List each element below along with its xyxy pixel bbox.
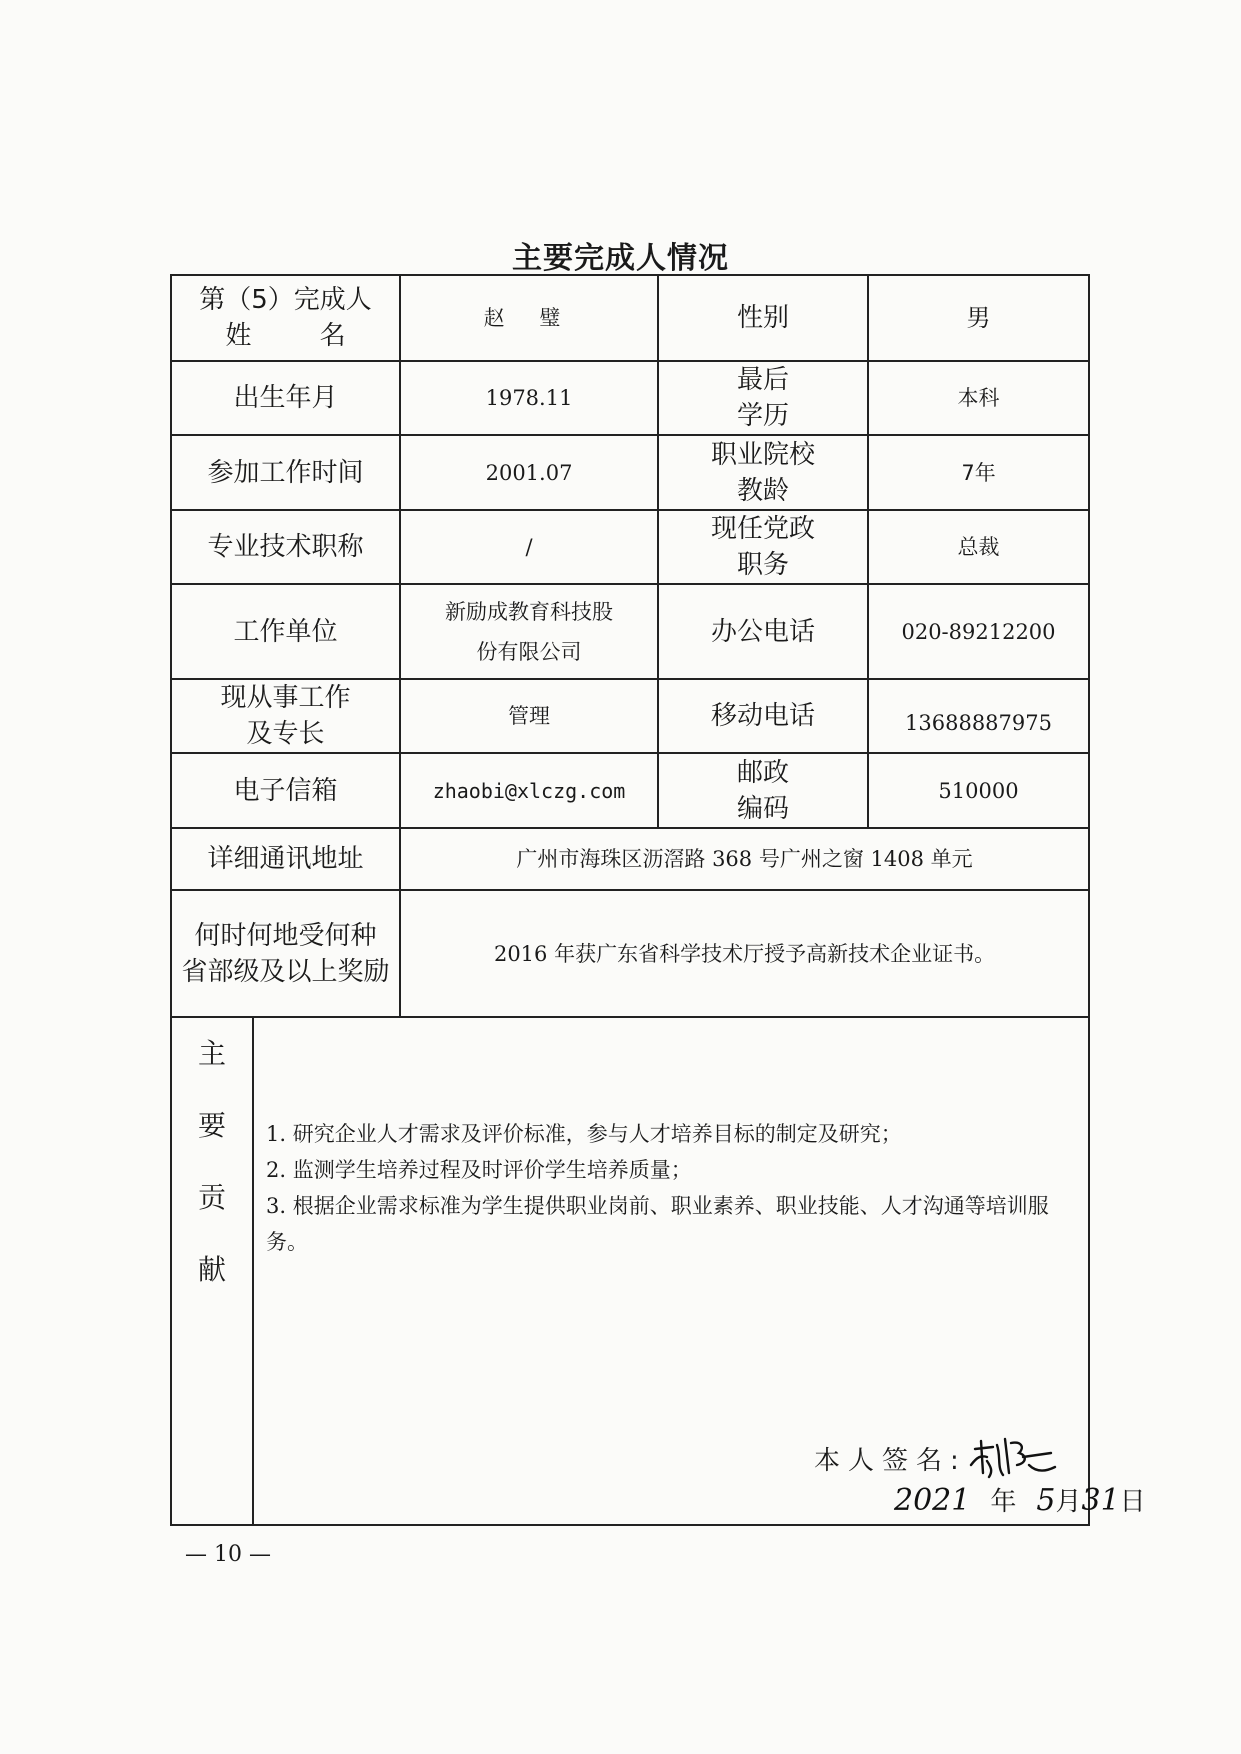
label-professional-title: 专业技术职称: [171, 510, 400, 584]
value-office-phone: 020-89212200: [868, 584, 1089, 679]
value-education: 本科: [868, 361, 1089, 435]
label-employer: 工作单位: [171, 584, 400, 679]
contribution-content: [253, 1017, 1146, 1525]
sign-date: [894, 1481, 1146, 1518]
value-current-post: 总裁: [868, 510, 1089, 584]
signature-label: 本人签名:: [814, 1446, 967, 1476]
value-gender: 男: [868, 275, 1089, 361]
label-teaching-years: 职业院校 教龄: [658, 435, 868, 510]
value-address: 广州市海珠区沥滘路 368 号广州之窗 1408 单元: [400, 828, 1089, 890]
label-address: 详细通讯地址: [171, 828, 400, 890]
date-month: 5: [1036, 1483, 1056, 1518]
value-mobile-phone: 13688887975: [868, 679, 1089, 753]
value-email: zhaobi@xlczg.com: [400, 753, 658, 828]
row-expertise: [171, 679, 1089, 753]
contribution-item: 1. 研究企业人才需求及评价标准，参与人才培养目标的制定及研究；: [266, 1122, 902, 1146]
label-contribution: 主 要 贡 献: [171, 1017, 253, 1525]
value-postcode: 510000: [868, 753, 1089, 828]
label-email: 电子信箱: [171, 753, 400, 828]
contribution-item: 3. 根据企业需求标准为学生提供职业岗前、职业素养、职业技能、人才沟通等培训服务。: [266, 1194, 1049, 1254]
handwritten-signature: [967, 1427, 1059, 1483]
label-current-post: 现任党政 职务: [658, 510, 868, 584]
date-year-label: 年: [990, 1487, 1017, 1517]
value-birth: 1978.11: [400, 361, 658, 435]
row-birth: [171, 361, 1089, 435]
value-teaching-years: 7年: [868, 435, 1089, 510]
row-work-start: [171, 435, 1089, 510]
label-completer-name: 第（5）完成人 姓 名: [171, 275, 400, 361]
page-number: — 10 —: [185, 1542, 271, 1567]
row-contribution: [171, 1017, 1089, 1525]
row-name: [171, 275, 1089, 361]
date-year: 2021: [894, 1483, 971, 1518]
row-awards: [171, 890, 1089, 1017]
value-employer: 新励成教育科技股 份有限公司: [400, 584, 658, 679]
label-awards: 何时何地受何种 省部级及以上奖励: [171, 890, 400, 1017]
label-work-start: 参加工作时间: [171, 435, 400, 510]
label-expertise: 现从事工作 及专长: [171, 679, 400, 753]
value-name: 赵 璧: [400, 275, 658, 361]
contribution-item: 2. 监测学生培养过程及时评价学生培养质量；: [266, 1158, 692, 1182]
label-postcode: 邮政 编码: [658, 753, 868, 828]
label-office-phone: 办公电话: [658, 584, 868, 679]
completer-info-table: [170, 274, 1146, 1526]
label-birth: 出生年月: [171, 361, 400, 435]
label-gender: 性别: [658, 275, 868, 361]
row-title: [171, 510, 1089, 584]
value-expertise: 管理: [400, 679, 658, 753]
value-work-start: 2001.07: [400, 435, 658, 510]
label-mobile-phone: 移动电话: [658, 679, 868, 753]
row-email: [171, 753, 1089, 828]
contribution-list: [266, 1116, 1080, 1260]
label-education: 最后 学历: [658, 361, 868, 435]
date-day: 31: [1081, 1483, 1120, 1518]
page-title: 主要完成人情况: [512, 241, 729, 276]
row-employer: [171, 584, 1089, 679]
signature-line: [814, 1421, 1059, 1477]
row-address: [171, 828, 1089, 890]
value-professional-title: /: [400, 510, 658, 584]
date-day-label: 日: [1119, 1487, 1146, 1517]
date-month-label: 月: [1055, 1487, 1082, 1517]
value-awards: 2016 年获广东省科学技术厅授予高新技术企业证书。: [400, 890, 1089, 1017]
